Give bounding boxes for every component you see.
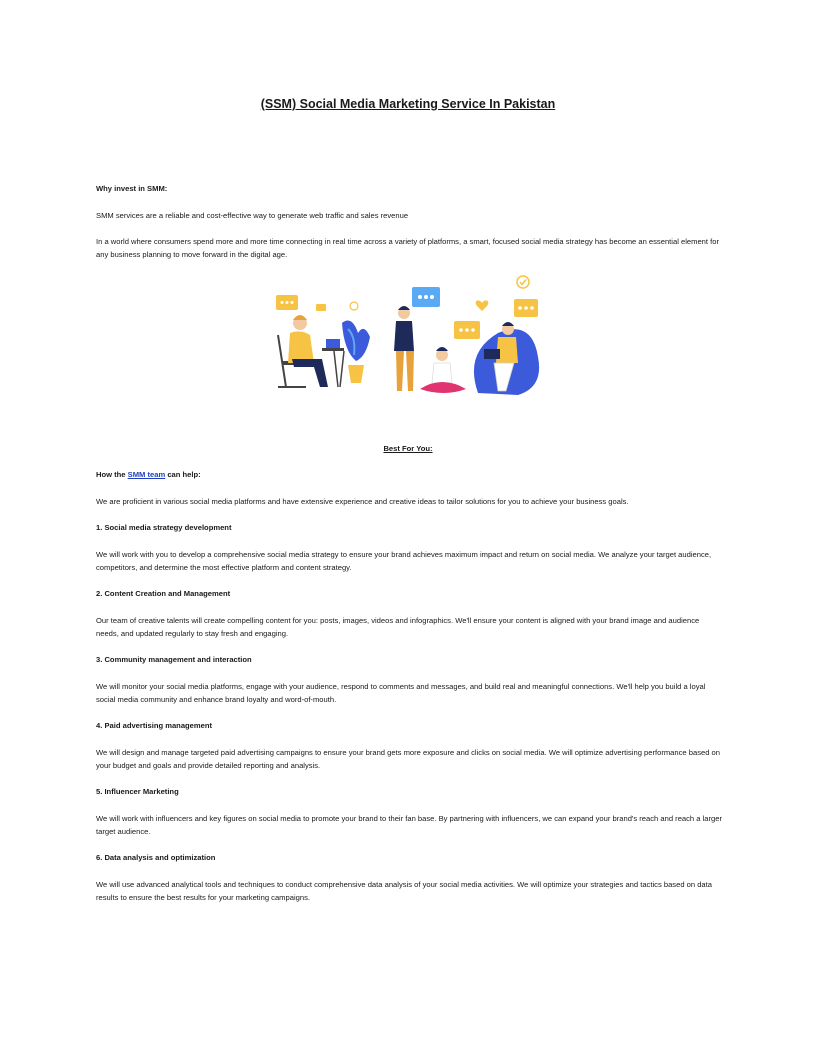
page-title: (SSM) Social Media Marketing Service In Pakistan xyxy=(260,97,556,111)
social-media-team-illustration xyxy=(272,273,542,403)
person-sitting xyxy=(420,347,466,393)
plant xyxy=(342,321,370,383)
section-heading: 4. Paid advertising management xyxy=(96,721,213,730)
why-paragraph: In a world where consumers spend more and more time connecting in real time across a variety of platforms, a smart, focused social media strategy has become an essential element for any business planning to move forward in the digital age. xyxy=(96,237,719,259)
smm-team-link[interactable]: SMM team xyxy=(127,470,166,479)
heart-icon xyxy=(476,300,489,311)
section-body: We will design and manage targeted paid advertising campaigns to ensure your brand gets more exposure and clicks on social media. We will optimize advertising performance based on your budget and goals and provide detailed reporting and analysis. xyxy=(96,748,721,770)
envelope-icon xyxy=(316,304,326,311)
intro-paragraph: We are proficient in various social media platforms and have extensive experience and creative ideas to tailor solutions for you to achieve your business goals. xyxy=(96,497,629,506)
why-line: SMM services are a reliable and cost-effective way to generate web traffic and sales revenue xyxy=(96,211,409,220)
section-heading: 5. Influencer Marketing xyxy=(96,787,179,796)
help-suffix: can help: xyxy=(165,470,201,479)
section-body: We will work with influencers and key figures on social media to promote your brand to their fan base. By partnering with influencers, we can expand your brand's reach and reach a larger target audience. xyxy=(96,814,723,836)
person-beanbag xyxy=(474,322,539,395)
section-heading: 3. Community management and interaction xyxy=(96,655,252,664)
section-heading: 6. Data analysis and optimization xyxy=(96,853,216,862)
lightbulb-icon xyxy=(350,302,358,310)
person-standing xyxy=(394,306,414,391)
section-heading: 2. Content Creation and Management xyxy=(96,589,231,598)
person-at-desk xyxy=(278,315,344,387)
section-body: We will monitor your social media platforms, engage with your audience, respond to comments and messages, and build real and meaningful connections. We'll help you build a loyal social media community and enhance brand loyalty and word-of-mouth. xyxy=(96,682,706,704)
section-body: We will use advanced analytical tools and techniques to conduct comprehensive data analysis of your social media activities. We will optimize your strategies and tactics based on data results to ensure the best results for your marketing campaigns. xyxy=(96,880,712,902)
why-heading: Why invest in SMM: xyxy=(96,184,168,193)
section-body: We will work with you to develop a comprehensive social media strategy to ensure your brand achieves maximum impact and return on social media. We analyze your target audience, competitors, and determine the most effective platform and content strategy. xyxy=(96,550,712,572)
help-prefix: How the xyxy=(96,470,128,479)
section-body: Our team of creative talents will create compelling content for you: posts, images, videos and infographics. We'll ensure your content is aligned with your brand image and audience needs, and updated regularly to stay fresh and engaging. xyxy=(96,616,700,638)
section-heading: 1. Social media strategy development xyxy=(96,523,232,532)
best-for-you-heading: Best For You: xyxy=(383,444,433,453)
check-icon xyxy=(517,276,529,288)
help-heading xyxy=(96,468,724,481)
